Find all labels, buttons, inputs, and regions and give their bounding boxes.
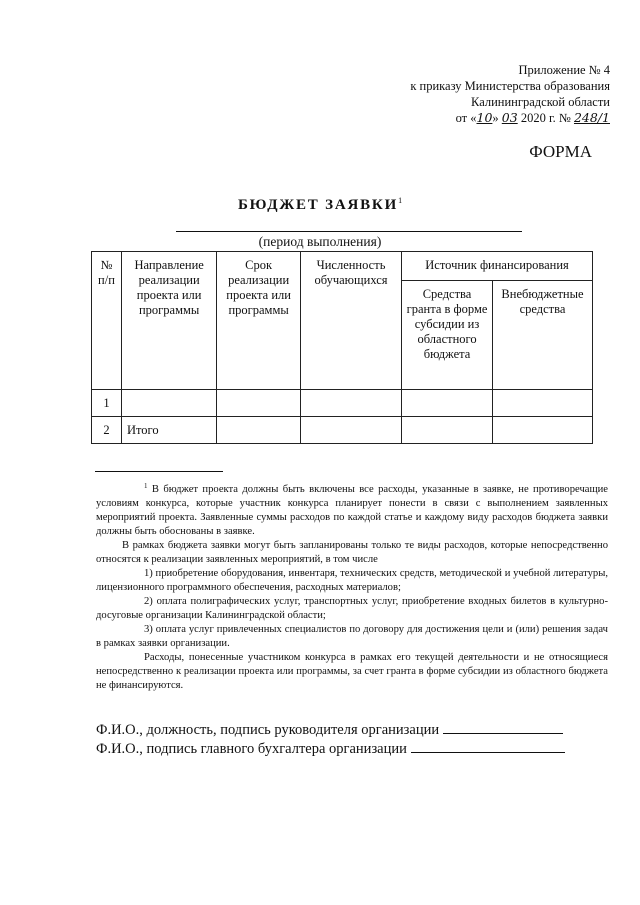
footnote-separator	[95, 471, 223, 472]
header-source: Источник финансирования	[402, 252, 593, 281]
footnote-text-1: В бюджет проекта должны быть включены все расходы, указанные в заявке, не противоречащие условиям конкурса, которые участник конкурса планирует понести в связи с выполнением заявленных мероприятий проекта. Заявленные суммы расходов по каждой статье и каждому виду расходов бюджета заявки должны быть обоснованы в заявке.	[96, 484, 608, 537]
head-signature-label: Ф.И.О., должность, подпись руководителя организации	[96, 722, 440, 738]
header-term: Срок реализации проекта или программы	[217, 252, 301, 390]
footnote	[96, 479, 608, 693]
table-row	[92, 417, 593, 444]
table-header-row	[92, 252, 593, 281]
table-row	[92, 390, 593, 417]
date-year: 2020 г. №	[520, 111, 571, 125]
row-2-num: 2	[92, 417, 122, 444]
header-extra: Внебюджетные средства	[492, 281, 592, 390]
appendix-line-3: Калининградской области	[471, 95, 610, 109]
row-1-students	[300, 390, 401, 417]
handwritten-month: 03	[501, 110, 518, 125]
accountant-signature-label: Ф.И.О., подпись главного бухгалтера организации	[96, 741, 407, 757]
header-num: № п/п	[92, 252, 122, 390]
period-label: (период выполнения)	[258, 234, 382, 249]
footnote-paragraph-1	[96, 479, 608, 539]
header-grant: Средства гранта в форме субсидии из областного бюджета	[402, 281, 493, 390]
row-2-extra	[492, 417, 592, 444]
header-students: Численность обучающихся	[300, 252, 401, 390]
footnote-paragraph-4: 2) оплата полиграфических услуг, транспортных услуг, приобретение входных билетов в культурно-досуговые организации Калининградской области;	[96, 596, 608, 621]
row-2-term	[217, 417, 301, 444]
row-1-direction	[121, 390, 216, 417]
footnote-mark: 1	[144, 482, 148, 490]
date-prefix: от «	[455, 111, 477, 125]
row-2-students	[300, 417, 401, 444]
budget-table	[91, 251, 593, 444]
appendix-line-2: к приказу Министерства образования	[410, 79, 610, 93]
accountant-signature-field[interactable]	[411, 741, 565, 753]
title-text: БЮДЖЕТ ЗАЯВКИ	[237, 197, 399, 213]
handwritten-day: 10	[476, 110, 493, 125]
title-footnote-mark: 1	[398, 196, 403, 205]
row-1-extra	[492, 390, 592, 417]
appendix-header	[330, 62, 610, 126]
page-title	[0, 196, 640, 214]
row-2-grant	[402, 417, 493, 444]
head-signature-field[interactable]	[443, 722, 563, 734]
row-1-grant	[402, 390, 493, 417]
head-signature-line	[96, 722, 606, 739]
period-line	[176, 231, 522, 232]
row-2-direction: Итого	[121, 417, 216, 444]
footnote-paragraph-3: 1) приобретение оборудования, инвентаря, технических средств, методической и учебной литературы, лицензионного программного обеспечения, расходных материалов;	[96, 568, 608, 593]
footnote-paragraph-6: Расходы, понесенные участником конкурса в рамках его текущей деятельности и не относящиеся непосредственно к реализации проекта или программы, за счет гранта в форме субсидии из областного бюджета не финансируются.	[96, 652, 608, 691]
accountant-signature-line	[96, 741, 606, 758]
form-label: ФОРМА	[529, 142, 592, 161]
row-1-term	[217, 390, 301, 417]
row-1-num: 1	[92, 390, 122, 417]
handwritten-number: 248/1	[573, 110, 610, 125]
header-direction: Направление реализации проекта или программы	[121, 252, 216, 390]
footnote-paragraph-2: В рамках бюджета заявки могут быть запланированы только те виды расходов, которые непосредственно относятся к реализации заявленных мероприятий, в том числе	[96, 540, 608, 565]
date-mid: »	[492, 111, 499, 125]
appendix-date-line	[330, 110, 610, 126]
appendix-line-1: Приложение № 4	[518, 63, 610, 77]
footnote-paragraph-5: 3) оплата услуг привлеченных специалистов по договору для достижения цели и (или) решения задач в рамках заявки организации.	[96, 624, 608, 649]
